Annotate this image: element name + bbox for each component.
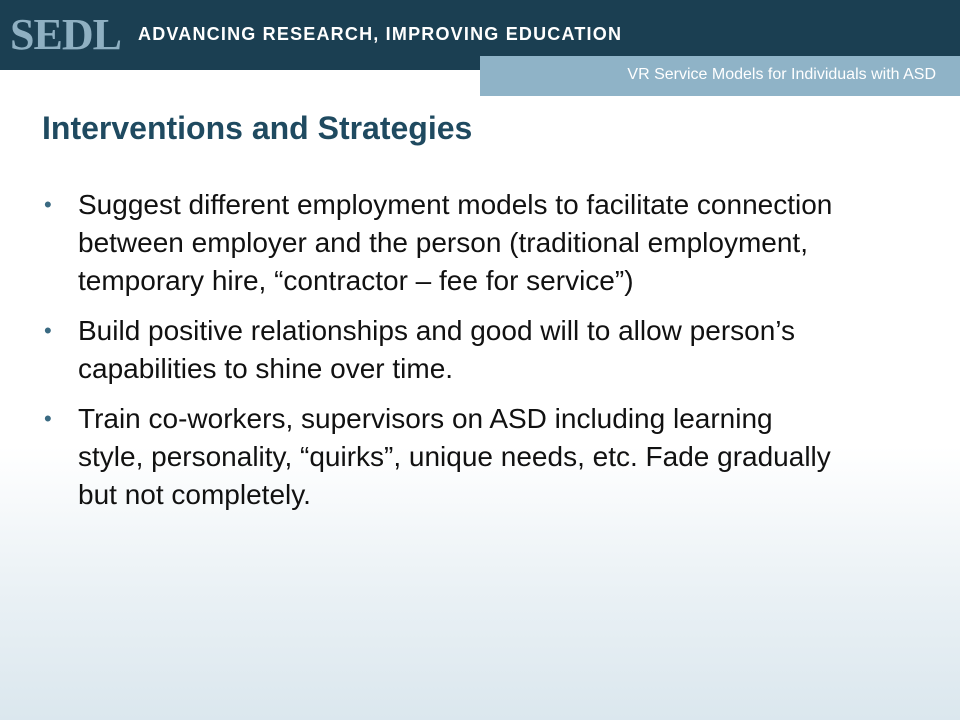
logo-text: SEDL — [10, 10, 121, 59]
bullet-list — [44, 186, 844, 514]
bullet-dot-icon: • — [44, 406, 52, 431]
bullet-text: Train co-workers, supervisors on ASD including learning style, personality, “quirks”, unique needs, etc. Fade gradually but not completely. — [78, 403, 831, 510]
bullet-text: Suggest different employment models to facilitate connection between employer and the person (traditional employment, temporary hire, “contractor – fee for service”) — [78, 189, 833, 296]
tagline: ADVANCING RESEARCH, IMPROVING EDUCATION — [138, 24, 623, 44]
subtitle-banner — [480, 56, 960, 96]
bullet-item — [44, 400, 844, 514]
bullet-dot-icon: • — [44, 192, 52, 217]
slide-title: Interventions and Strategies — [42, 110, 473, 146]
bullet-text: Build positive relationships and good will to allow person’s capabilities to shine over time. — [78, 315, 796, 384]
bullet-item — [44, 186, 844, 300]
sedl-logo — [10, 12, 121, 58]
subtitle-text: VR Service Models for Individuals with ASD — [627, 66, 936, 83]
bullet-dot-icon: • — [44, 318, 52, 343]
bullet-item — [44, 312, 844, 388]
